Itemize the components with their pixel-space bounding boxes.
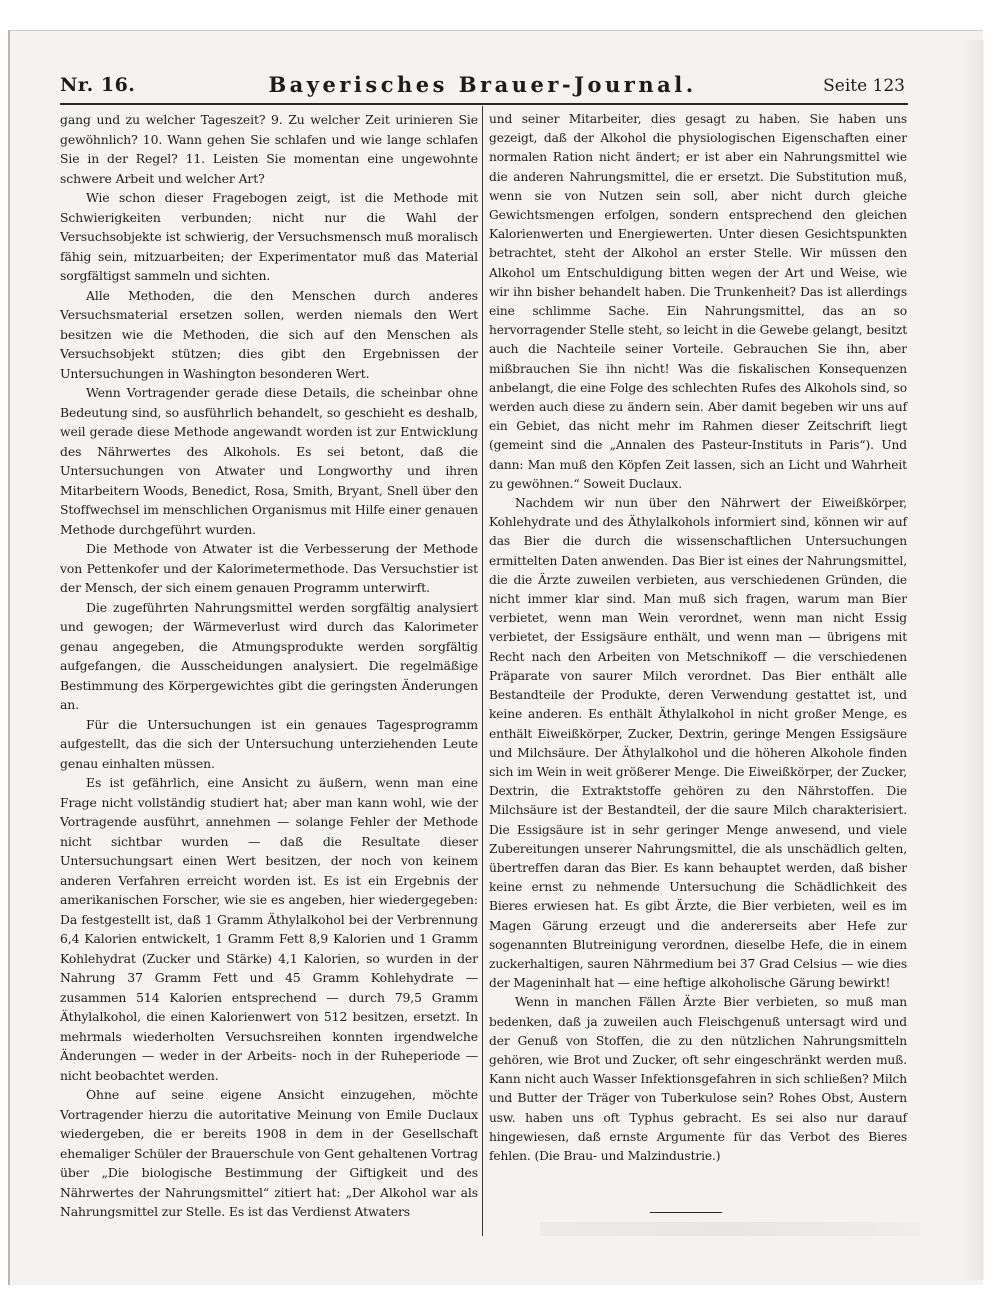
continued-paragraph: gang und zu welcher Tageszeit? 9. Zu welcher Zeit urinieren Sie gewöhnlich? 10. Wann gehen Sie schlafen und wie lange schlafen Sie in der Regel? 11. Leisten Sie momentan eine ungewohnte schwere Arbeit und welcher Art? — [60, 112, 478, 186]
running-header — [60, 72, 905, 106]
paragraph: Nachdem wir nun über den Nährwert der Eiweißkörper, Kohlehydrate und des Äthylalkohols informiert sind, können wir auf das Bier die durch die wissenschaftlichen Untersuchungen ermittelten Daten anwenden. Das Bier ist eines der Nahrungsmittel, die die Ärzte zuweilen verbieten, aus verschiedenen Gründen, die nicht immer klar sind. Man muß sich fragen, warum man Bier verbietet, wenn man Wein verordnet, wenn man nicht Essig verbietet, der Essigsäure enthält, und wenn man — übrigens mit Recht nach den Arbeiten von Metschnikoff — die verschiedenen Präparate von saurer Milch verordnet. Das Bier enthält alle Bestandteile der Produkte, deren Verwendung gestattet ist, und keine anderen. Es enthält Äthylalkohol in nicht großer Menge, es enthält Eiweißkörper, Zucker, Dextrin, geringe Mengen Essigsäure und Milchsäure. Der Äthylalkohol und die höheren Alkohole finden sich im Wein in weit größerer Menge. Die Eiweißkörper, der Zucker, Dextrin, die Extraktstoffe gehören zu den Nährstoffen. Die Milchsäure ist der Bestandteil, der die saure Milch charakterisiert. Die Essigsäure ist in sehr geringer Menge anwesend, und viele Zubereitungen unserer Nahrungsmittel, die als unschädlich gelten, übertreffen daran das Bier. Es kann behauptet werden, daß bisher keine ernst zu nehmende Untersuchung die Schädlichkeit des Bieres erwiesen hat. Es gibt Ärzte, die Bier verbieten, weil es im Magen Gärung erzeugt und die andererseits aber Hefe zur sogenannten Blutreinigung verordnen, dieselbe Hefe, die in einem zuckerhaltigen, sauren Nährmedium bei 37 Grad Celsius — wie dies der Mageninhalt hat — eine heftige alkoholische Gärung bewirkt! — [489, 496, 907, 991]
paragraph: Alle Methoden, die den Menschen durch anderes Versuchsmaterial ersetzen sollen, werden niemals den Wert besitzen wie die Methoden, die sich auf den Menschen als Versuchsobjekt stützen; dies gibt den Ergebnissen der Untersuchungen in Washington besonderen Wert. — [60, 287, 478, 381]
bleed-through-shadow — [540, 1222, 920, 1236]
paragraph: Die zugeführten Nahrungsmittel werden sorgfältig analysiert und gewogen; der Wärmeverlust wird durch das Kalorimeter genau angegeben, die Atmungsprodukte werden sorgfältig aufgefangen, die Ausscheidungen analysiert. Die regelmäßige Bestimmung des Körpergewichtes gibt die geringsten Änderungen an. — [60, 599, 478, 712]
paragraph: Die Methode von Atwater ist die Verbesserung der Methode von Pettenkofer und der Kalorimetermethode. Das Versuchstier ist der Mensch, der sich einem genauen Programm unterwirft. — [60, 541, 478, 595]
journal-title: Bayerisches Brauer-Journal. — [268, 72, 697, 97]
right-column — [489, 110, 907, 1166]
page-number: Seite 123 — [823, 76, 905, 96]
page-edge-shadow — [962, 40, 984, 1280]
paragraph: Für die Untersuchungen ist ein genaues Tagesprogramm aufgestellt, das die sich der Untersuchung unterziehenden Leute genau einhalten müssen. — [60, 716, 478, 771]
issue-number: Nr. 16. — [60, 74, 136, 96]
paragraph: Wenn in manchen Fällen Ärzte Bier verbieten, so muß man bedenken, daß ja zuweilen auch Fleischgenuß untersagt wird und der Genuß von Stoffen, die zu den nützlichen Nahrungsmitteln gehören, wie Brot und Zucker, oft sehr eingeschränkt werden muß. Kann nicht auch Wasser Infektionsgefahren in sich schließen? Milch und Butter der Träger von Tuberkulose sein? Rohes Obst, Austern usw. haben uns oft Typhus gebracht. Es sei also nur darauf hingewiesen, daß ernste Argumente für das Verbot des Bieres fehlen. (Die Brau- und Malzindustrie.) — [489, 995, 907, 1163]
paragraph: Wenn Vortragender gerade diese Details, die scheinbar ohne Bedeutung sind, so ausführlich behandelt, so geschieht es deshalb, weil gerade diese Methode angewandt worden ist zur Entwicklung des Nährwertes des Alkohols. Es sei betont, daß die Untersuchungen von Atwater und Longworthy und ihren Mitarbeitern Woods, Benedict, Rosa, Smith, Bryant, Snell über den Stoffwechsel im menschlichen Organismus mit Hilfe einer genauen Methode durchgeführt wurden. — [60, 385, 478, 537]
paragraph: Wie schon dieser Fragebogen zeigt, ist die Methode mit Schwierigkeiten verbunden; nicht nur die Wahl der Versuchsobjekte ist schwierig, der Versuchsmensch muß moralisch fähig sein, mitzuarbeiten; der Experimentator muß das Material sorgfältigst sammeln und sichten. — [60, 190, 478, 283]
paragraph: Ohne auf seine eigene Ansicht einzugehen, möchte Vortragender hierzu die autoritative Meinung von Emile Duclaux wiedergeben, die er bereits 1908 in dem in der Gesellschaft ehemaliger Schüler der Brauerschule von Gent gehaltenen Vortrag über „Die biologische Bestimmung der Giftigkeit und des Nährwertes der Nahrungsmittel“ zitiert hat: „Der Alkohol war als Nahrungsmittel zur Stelle. Es ist das Verdienst Atwaters — [60, 1087, 478, 1219]
continued-paragraph: und seiner Mitarbeiter, dies gesagt zu haben. Sie haben uns gezeigt, daß der Alkohol die physiologischen Eigenschaften einer normalen Ration nicht ändert; er ist aber ein Nahrungsmittel wie die anderen Nahrungsmittel, die er ersetzt. Die Substitution muß, wenn sie von Nutzen sein soll, aber nicht durch gleiche Gewichtsmengen erfolgen, sondern entsprechend den gleichen Kalorienwerten und Energiewerten. Unter diesen Gesichtspunkten betrachtet, steht der Alkohol an erster Stelle. Wir müssen den Alkohol um Entschuldigung bitten wegen der Art und Weise, wie wir ihn bisher behandelt haben. Die Trunkenheit? Das ist allerdings eine schlimme Sache. Ein Nahrungsmittel, das an so hervorragender Stelle steht, so leicht in die Gewebe gelangt, besitzt auch die Nachteile seiner Vorteile. Gebrauchen Sie ihn, aber mißbrauchen Sie ihn nicht! Was die fiskalischen Konsequenzen anbelangt, die eine Folge des schlechten Rufes des Alkohols sind, so werden auch diese zu ändern sein. Aber damit begeben wir uns auf ein Gebiet, das nicht mehr im Rahmen dieser Zeitschrift liegt (gemeint sind die „Annalen des Pasteur-Instituts in Paris“). Und dann: Man muß den Köpfen Zeit lassen, sich an Licht und Wahrheit zu gewöhnen.“ Soweit Duclaux. — [489, 112, 907, 491]
column-separator — [482, 106, 483, 1236]
left-column — [60, 110, 478, 1222]
header-rule — [60, 103, 908, 105]
paragraph: Es ist gefährlich, eine Ansicht zu äußern, wenn man eine Frage nicht vollständig studiert hat; aber man kann wohl, wie der Vortragende ausführt, annehmen — solange Fehler der Methode nicht sichtbar wurden — daß die Resultate dieser Untersuchungsart einen Wert besitzen, der noch von keinem anderen Verfahren erreicht worden ist. Es ist ein Ergebnis der amerikanischen Forscher, wie sie es angeben, hier wiedergegeben: Da festgestellt ist, daß 1 Gramm Äthylalkohol bei der Verbrennung 6,4 Kalorien entwickelt, 1 Gramm Fett 8,9 Kalorien und 1 Gramm Kohlehydrat (Zucker und Stärke) 4,1 Kalorien, so wurden in der Nahrung 37 Gramm Fett und 45 Gramm Kohlehydrate — zusammen 514 Kalorien entsprechend — durch 79,5 Gramm Äthylalkohol, die einen Kalorienwert von 512 besitzen, ersetzt. In mehrmals wiederholten Versuchsreihen konnten irgendwelche Änderungen — weder in der Arbeits- noch in der Ruheperiode — nicht beobachtet werden. — [60, 775, 478, 1083]
article-end-rule — [650, 1212, 722, 1213]
